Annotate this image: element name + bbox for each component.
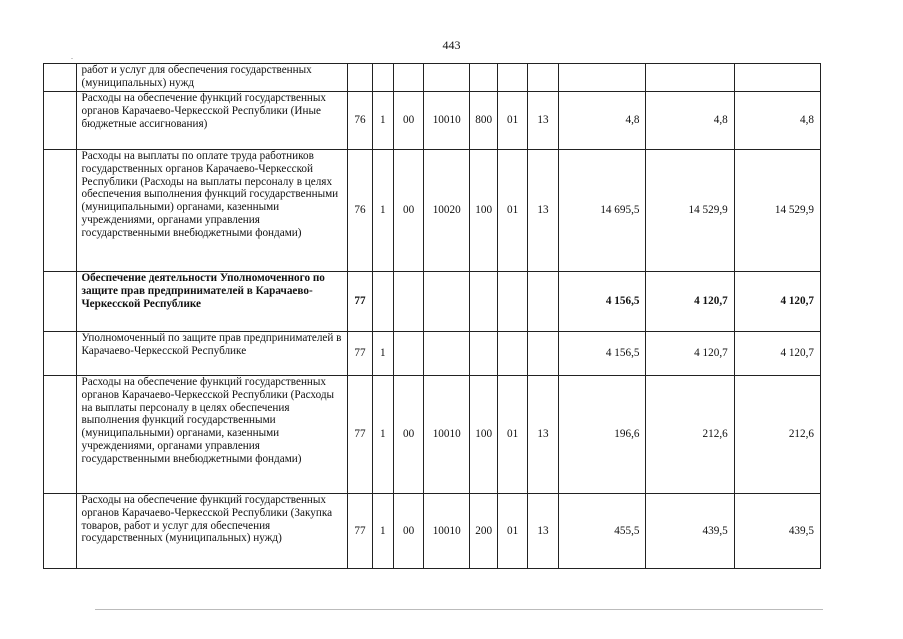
cell-index — [44, 332, 77, 376]
cell-y2: 212,6 — [646, 376, 734, 494]
cell-y2: 4 120,7 — [646, 272, 734, 332]
budget-table-container — [43, 63, 821, 569]
cell-index — [44, 150, 77, 272]
bottom-rule — [95, 609, 823, 610]
table-row — [44, 376, 821, 494]
cell-pr — [393, 272, 423, 332]
cell-pr: 00 — [393, 376, 423, 494]
cell-index — [44, 376, 77, 494]
cell-rz — [372, 272, 393, 332]
cell-vr: 800 — [470, 92, 498, 150]
cell-vr — [470, 332, 498, 376]
cell-name: Расходы на обеспечение функций государственных органов Карачаево-Черкесской Республики (Иные бюджетные ассигнования) — [77, 92, 348, 150]
cell-csr — [424, 332, 470, 376]
cell-csr: 10020 — [424, 150, 470, 272]
table-row — [44, 494, 821, 569]
cell-c6 — [498, 272, 527, 332]
cell-y3: 14 529,9 — [734, 150, 820, 272]
cell-name: Расходы на обеспечение функций государственных органов Карачаево-Черкесской Республики (Закупка товаров, работ и услуг для обеспечения государственных (муниципальных) нужд) — [77, 494, 348, 569]
cell-vr — [470, 64, 498, 92]
cell-y2: 439,5 — [646, 494, 734, 569]
cell-y2 — [646, 64, 734, 92]
table-row — [44, 64, 821, 92]
cell-rz: 1 — [372, 332, 393, 376]
cell-ved — [348, 64, 372, 92]
cell-csr — [424, 272, 470, 332]
cell-name: Расходы на выплаты по оплате труда работников государственных органов Карачаево-Черкесской Республики (Расходы на выплаты персоналу в целях обеспечения выполнения функций государственными (муниципальными) органами, казенными учреждениями, органами управления государственными внебюджетными фондами) — [77, 150, 348, 272]
cell-vr — [470, 272, 498, 332]
cell-y1: 455,5 — [559, 494, 646, 569]
cell-y2: 4,8 — [646, 92, 734, 150]
cell-rz: 1 — [372, 92, 393, 150]
cell-y2: 4 120,7 — [646, 332, 734, 376]
table-row — [44, 272, 821, 332]
cell-csr — [424, 64, 470, 92]
cell-vr: 200 — [470, 494, 498, 569]
cell-name: Обеспечение деятельности Уполномоченного по защите прав предпринимателей в Карачаево-Черкесской Республике — [77, 272, 348, 332]
cell-ved: 77 — [348, 376, 372, 494]
table-row — [44, 332, 821, 376]
cell-rz: 1 — [372, 494, 393, 569]
cell-name: Уполномоченный по защите прав предпринимателей в Карачаево-Черкесской Республике — [77, 332, 348, 376]
cell-y1 — [559, 64, 646, 92]
cell-name: Расходы на обеспечение функций государственных органов Карачаево-Черкесской Республики (Расходы на выплаты персоналу в целях обеспечения выполнения функций государственными (муниципальными) органами, казенными учреждениями, органами управления государственными внебюджетными фондами) — [77, 376, 348, 494]
cell-pr: 00 — [393, 150, 423, 272]
cell-pr: 00 — [393, 494, 423, 569]
cell-y3: 212,6 — [734, 376, 820, 494]
cell-csr: 10010 — [424, 92, 470, 150]
cell-pr — [393, 332, 423, 376]
cell-rz — [372, 64, 393, 92]
cell-c7: 13 — [527, 376, 558, 494]
cell-pr — [393, 64, 423, 92]
cell-ved: 77 — [348, 494, 372, 569]
cell-y3: 4 120,7 — [734, 272, 820, 332]
cell-c6: 01 — [498, 376, 527, 494]
cell-c6 — [498, 64, 527, 92]
cell-ved: 77 — [348, 332, 372, 376]
cell-index — [44, 272, 77, 332]
cell-index — [44, 92, 77, 150]
cell-vr: 100 — [470, 150, 498, 272]
cell-c7 — [527, 64, 558, 92]
cell-c7: 13 — [527, 92, 558, 150]
cell-y1: 4,8 — [559, 92, 646, 150]
cell-c6: 01 — [498, 150, 527, 272]
cell-pr: 00 — [393, 92, 423, 150]
cell-rz: 1 — [372, 150, 393, 272]
cell-rz: 1 — [372, 376, 393, 494]
cell-name: работ и услуг для обеспечения государственных (муниципальных) нужд — [77, 64, 348, 92]
cell-vr: 100 — [470, 376, 498, 494]
cell-y3 — [734, 64, 820, 92]
cell-y1: 4 156,5 — [559, 272, 646, 332]
cell-y2: 14 529,9 — [646, 150, 734, 272]
budget-table — [43, 63, 821, 569]
cell-y1: 14 695,5 — [559, 150, 646, 272]
table-body — [44, 64, 821, 569]
cell-csr: 10010 — [424, 494, 470, 569]
page-mark: . — [71, 52, 73, 61]
cell-c6: 01 — [498, 92, 527, 150]
cell-ved: 77 — [348, 272, 372, 332]
cell-y3: 439,5 — [734, 494, 820, 569]
cell-c7: 13 — [527, 494, 558, 569]
cell-c7 — [527, 272, 558, 332]
table-row — [44, 150, 821, 272]
cell-y3: 4 120,7 — [734, 332, 820, 376]
cell-y1: 196,6 — [559, 376, 646, 494]
cell-y1: 4 156,5 — [559, 332, 646, 376]
table-row — [44, 92, 821, 150]
cell-ved: 76 — [348, 150, 372, 272]
cell-c7 — [527, 332, 558, 376]
cell-c6 — [498, 332, 527, 376]
cell-index — [44, 494, 77, 569]
cell-csr: 10010 — [424, 376, 470, 494]
page-number: 443 — [442, 38, 461, 52]
cell-c7: 13 — [527, 150, 558, 272]
cell-ved: 76 — [348, 92, 372, 150]
cell-c6: 01 — [498, 494, 527, 569]
cell-y3: 4,8 — [734, 92, 820, 150]
cell-index — [44, 64, 77, 92]
